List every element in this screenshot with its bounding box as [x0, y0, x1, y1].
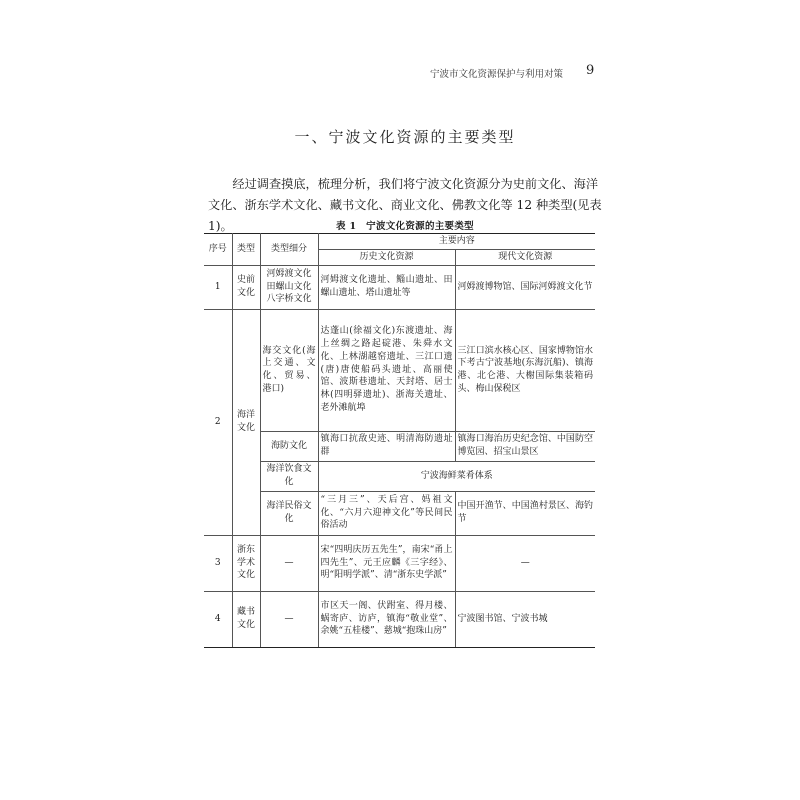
- table-row: [204, 461, 595, 491]
- cell-seq: 3: [204, 535, 232, 591]
- cell-type: 浙东学术文化: [232, 535, 260, 591]
- cell-historical: 镇海口抗敌史迹、明清海防遗址群: [318, 431, 455, 461]
- running-head: 宁波市文化资源保护与利用对策: [430, 69, 564, 80]
- cell-subtype: —: [260, 591, 318, 647]
- cell-modern: 镇海口海治历史纪念馆、中国防空博览园、招宝山景区: [455, 431, 595, 461]
- section-title: 一、宁波文化资源的主要类型: [294, 128, 516, 146]
- header-type: 类型: [232, 234, 260, 266]
- cell-subtype: 海防文化: [260, 431, 318, 461]
- header-modern: 现代文化资源: [455, 249, 595, 265]
- table-row: [204, 491, 595, 535]
- table-row: [204, 591, 595, 647]
- table-header-row: [204, 234, 595, 250]
- cell-modern: 宁波图书馆、宁波书城: [455, 591, 595, 647]
- table-row: [204, 265, 595, 309]
- cell-modern: 中国开渔节、中国渔村景区、海钓节: [455, 491, 595, 535]
- header-subtype: 类型细分: [260, 234, 318, 266]
- cell-modern: —: [455, 535, 595, 591]
- cell-subtype: 海洋饮食文化: [260, 461, 318, 491]
- culture-resources-table: [204, 233, 595, 648]
- table-row: [204, 535, 595, 591]
- cell-seq: 4: [204, 591, 232, 647]
- cell-historical: 河姆渡文化遗址、鲻山遗址、田螺山遗址、塔山遗址等: [318, 265, 455, 309]
- table-row: [204, 431, 595, 461]
- cell-subtype: —: [260, 535, 318, 591]
- cell-historical: 宋“四明庆历五先生”，南宋“甬上四先生”、元王应麟《三字经》、明“阳明学派”、清“浙东史学派”: [318, 535, 455, 591]
- table-row: [204, 309, 595, 431]
- cell-historical: “三月三”、天后宫、妈祖文化、“六月六迎神文化”等民间民俗活动: [318, 491, 455, 535]
- cell-historical: 达蓬山(徐福文化)东渡遗址、海上丝绸之路起碇港、朱舜水文化、上林湖越窑遗址、三江口遗(唐)唐使船码头遗址、高丽使馆、波斯巷遗址、天封塔、居士林(四明驿遗址)、浙海关遗址、老外滩航埠: [318, 309, 455, 431]
- header-main-content: 主要内容: [318, 234, 595, 250]
- cell-merged-content: 宁波海鲜菜肴体系: [318, 461, 595, 491]
- cell-seq: 2: [204, 309, 232, 535]
- cell-type: 海洋文化: [232, 309, 260, 535]
- header-seq: 序号: [204, 234, 232, 266]
- cell-subtype: 河姆渡文化 田螺山文化 八字桥文化: [260, 265, 318, 309]
- cell-modern: 河姆渡博物馆、国际河姆渡文化节: [455, 265, 595, 309]
- cell-type: 史前文化: [232, 265, 260, 309]
- cell-seq: 1: [204, 265, 232, 309]
- cell-subtype: 海洋民俗文化: [260, 491, 318, 535]
- cell-historical: 市区天一阁、伏跗室、得月楼、蜗寄庐、访庐，镇海“敬业堂”、余姚“五桂楼”、慈城“抱珠山房”: [318, 591, 455, 647]
- header-historical: 历史文化资源: [318, 249, 455, 265]
- page-number: 9: [586, 63, 595, 78]
- table-caption: 表 1 宁波文化资源的主要类型: [336, 221, 474, 232]
- intro-paragraph: 经过调查摸底，梳理分析，我们将宁波文化资源分为史前文化、海洋文化、浙东学术文化、藏书文化、商业文化、佛教文化等 12 种类型(见表 1)。: [208, 177, 602, 233]
- cell-type: 藏书文化: [232, 591, 260, 647]
- cell-modern: 三江口滨水核心区、国家博物馆水下考古宁波基地(东海沉船)、镇海港、北仑港、大榭国际集装箱码头、梅山保税区: [455, 309, 595, 431]
- cell-subtype: 海交文化(海上交通、文化、贸易、港口): [260, 309, 318, 431]
